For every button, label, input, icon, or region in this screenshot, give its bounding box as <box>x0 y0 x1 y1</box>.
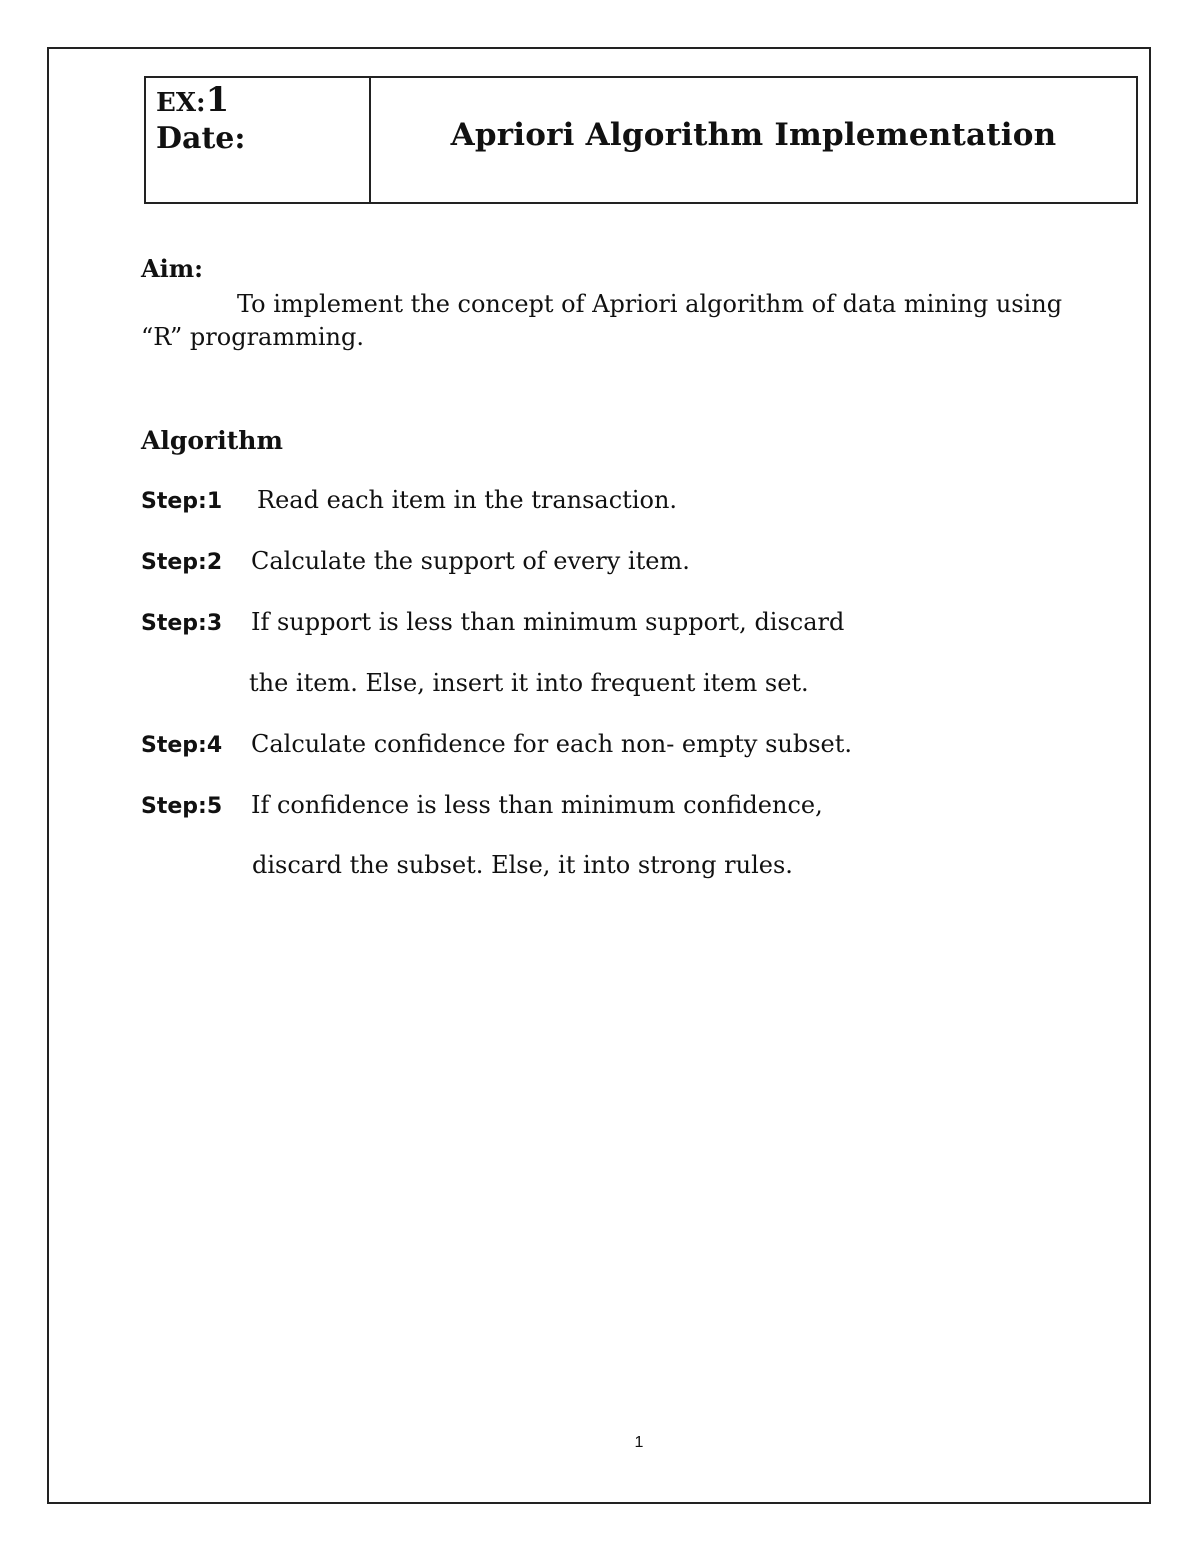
date-label: Date: <box>156 121 246 156</box>
header-table <box>144 76 1138 204</box>
step-text: Read each item in the transaction. <box>257 486 678 514</box>
page-border <box>47 47 1151 1504</box>
step-label: Step:5 <box>141 794 223 819</box>
exercise-label: EX: <box>156 88 206 118</box>
step-text: Calculate the support of every item. <box>251 547 690 575</box>
step-5 <box>141 790 823 822</box>
exercise-number: 1 <box>205 80 230 120</box>
header-title-cell <box>371 78 1136 202</box>
algorithm-heading: Algorithm <box>141 426 283 455</box>
step-text: If confidence is less than minimum confidence, <box>251 791 823 819</box>
exercise-line <box>156 80 369 120</box>
step-label: Step:1 <box>141 489 223 514</box>
step-5-continuation: discard the subset. Else, it into strong rules. <box>252 851 793 879</box>
page-number: 1 <box>634 1434 644 1451</box>
step-text: If support is less than minimum support, discard <box>251 608 845 636</box>
step-text: Calculate confidence for each non- empty subset. <box>251 730 853 758</box>
page-title: Apriori Algorithm Implementation <box>450 117 1057 153</box>
aim-text: To implement the concept of Apriori algorithm of data mining using “R” programming. <box>141 290 1063 351</box>
step-4 <box>141 729 852 761</box>
aim-heading: Aim: <box>141 254 203 283</box>
step-3 <box>141 607 844 639</box>
step-label: Step:3 <box>141 611 223 636</box>
step-label: Step:2 <box>141 550 223 575</box>
step-2 <box>141 546 690 578</box>
step-label: Step:4 <box>141 733 223 758</box>
step-1 <box>141 485 677 517</box>
header-left-cell <box>146 78 371 202</box>
step-3-continuation: the item. Else, insert it into frequent item set. <box>249 669 809 697</box>
